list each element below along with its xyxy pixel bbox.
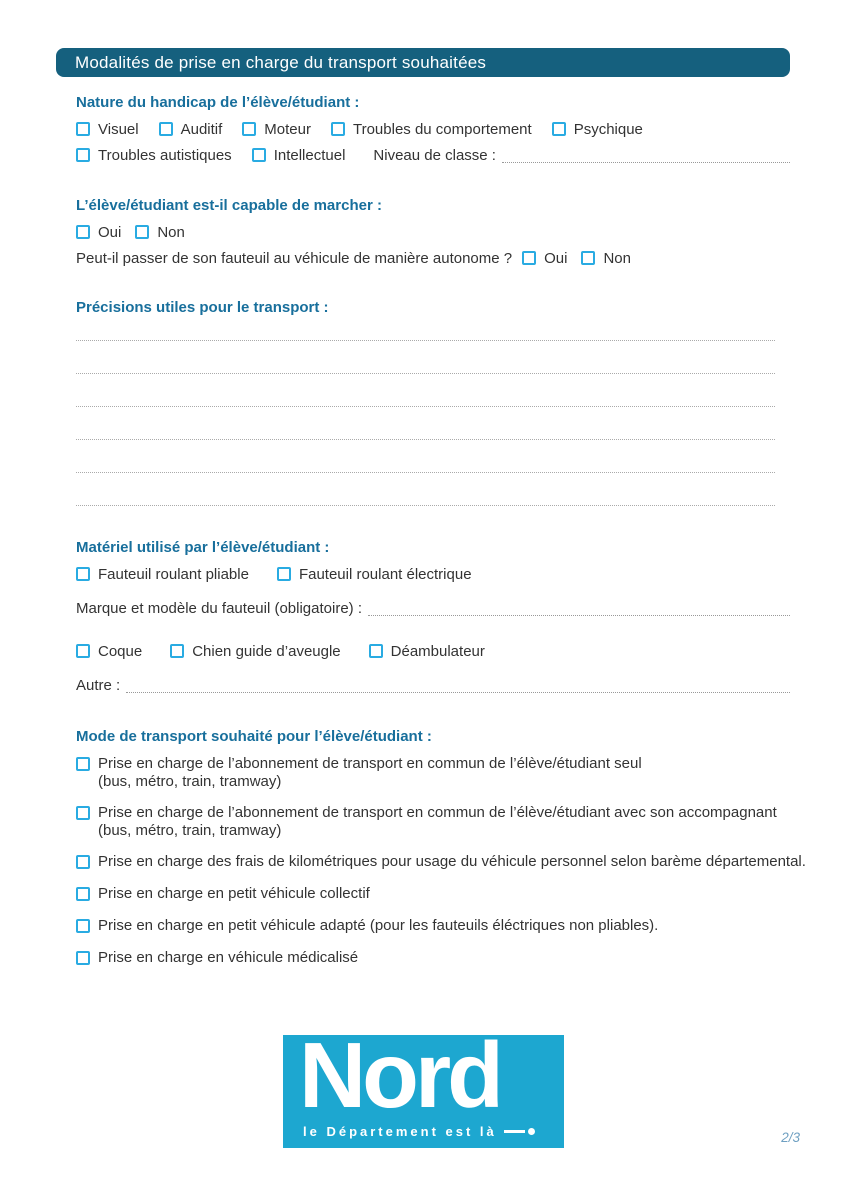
section-heading-marcher: L’élève/étudiant est-il capable de marcher : bbox=[76, 197, 382, 214]
fauteuil-autonome-question: Peut-il passer de son fauteuil au véhicule de manière autonome ? bbox=[76, 249, 513, 267]
checkbox-icon bbox=[76, 122, 90, 136]
marque-modele-label: Marque et modèle du fauteuil (obligatoire) : bbox=[76, 599, 362, 617]
handicap-row-1 bbox=[76, 119, 790, 139]
checkbox-icon bbox=[277, 567, 291, 581]
section-heading-mode-transport: Mode de transport souhaité pour l’élève/étudiant : bbox=[76, 728, 432, 745]
page-number: 2/3 bbox=[781, 1130, 800, 1145]
checkbox-icon bbox=[76, 887, 90, 901]
page-title: Modalités de prise en charge du transport souhaitées bbox=[75, 53, 487, 72]
writing-line[interactable] bbox=[76, 473, 775, 506]
checkbox-icon bbox=[331, 122, 345, 136]
checkbox-label: Déambulateur bbox=[390, 642, 485, 660]
checkbox-autonome-non[interactable] bbox=[581, 248, 631, 268]
checkbox-label: Non bbox=[603, 249, 631, 267]
checkbox-troubles-comportement[interactable] bbox=[331, 119, 532, 139]
checkbox-coque[interactable] bbox=[76, 641, 142, 661]
checkbox-label: Fauteuil roulant pliable bbox=[98, 565, 249, 583]
checkbox-label: Prise en charge en petit véhicule collectif bbox=[98, 885, 370, 902]
checkbox-label: Chien guide d’aveugle bbox=[192, 642, 341, 660]
checkbox-label: Prise en charge en véhicule médicalisé bbox=[98, 949, 359, 966]
checkbox-label: Troubles autistiques bbox=[98, 146, 232, 164]
checkbox-label: Intellectuel bbox=[273, 146, 346, 164]
page-title-banner bbox=[56, 48, 790, 77]
handicap-row-2 bbox=[76, 145, 790, 165]
checkbox-icon bbox=[242, 122, 256, 136]
checkbox-label: Auditif bbox=[180, 120, 223, 138]
checkbox-icon bbox=[522, 251, 536, 265]
checkbox-vehicule-medicalise[interactable] bbox=[76, 949, 790, 967]
checkbox-label: Prise en charge des frais de kilométriques pour usage du véhicule personnel selon barème départemental. bbox=[98, 853, 806, 870]
section-heading-precisions: Précisions utiles pour le transport : bbox=[76, 299, 329, 316]
checkbox-label: Moteur bbox=[264, 120, 311, 138]
checkbox-petit-vehicule-adapte[interactable] bbox=[76, 917, 790, 935]
checkbox-intellectuel[interactable] bbox=[252, 145, 346, 165]
autre-row bbox=[76, 675, 790, 695]
marque-modele-row bbox=[76, 598, 790, 618]
checkbox-icon bbox=[76, 806, 90, 820]
checkbox-label: Coque bbox=[98, 642, 143, 660]
checkbox-label: Oui bbox=[544, 249, 568, 267]
marque-modele-field[interactable] bbox=[368, 601, 790, 616]
checkbox-icon bbox=[76, 644, 90, 658]
checkbox-label: Psychique bbox=[573, 120, 643, 138]
checkbox-label: Prise en charge de l’abonnement de transport en commun de l’élève/étudiant avec son accompagnant (bus, métro, train, tramway) bbox=[98, 804, 777, 839]
nord-logo-wordmark: Nord bbox=[299, 1023, 500, 1127]
form-content bbox=[76, 76, 806, 967]
checkbox-icon bbox=[252, 148, 266, 162]
checkbox-troubles-autistiques[interactable] bbox=[76, 145, 232, 165]
nord-logo bbox=[283, 1023, 564, 1148]
checkbox-icon bbox=[76, 225, 90, 239]
writing-line[interactable] bbox=[76, 407, 775, 440]
niveau-classe-label: Niveau de classe : bbox=[373, 146, 496, 164]
checkbox-fauteuil-electrique[interactable] bbox=[277, 564, 472, 584]
materiel-row-1 bbox=[76, 564, 790, 584]
checkbox-icon bbox=[159, 122, 173, 136]
checkbox-label: Non bbox=[157, 223, 185, 241]
checkbox-frais-kilometriques[interactable] bbox=[76, 853, 806, 871]
checkbox-label: Visuel bbox=[98, 120, 139, 138]
checkbox-moteur[interactable] bbox=[242, 119, 311, 139]
checkbox-icon bbox=[76, 567, 90, 581]
writing-line[interactable] bbox=[76, 341, 775, 374]
checkbox-label: Prise en charge en petit véhicule adapté (pour les fauteuils éléctriques non pliables). bbox=[98, 917, 659, 934]
checkbox-label: Fauteuil roulant électrique bbox=[298, 565, 472, 583]
checkbox-icon bbox=[76, 148, 90, 162]
checkbox-abonnement-seul[interactable] bbox=[76, 755, 790, 791]
nord-logo-tagline bbox=[303, 1124, 535, 1139]
checkbox-label: Troubles du comportement bbox=[352, 120, 532, 138]
arrow-right-icon bbox=[504, 1128, 535, 1135]
checkbox-label: Oui bbox=[98, 223, 122, 241]
checkbox-chien-guide[interactable] bbox=[170, 641, 340, 661]
autre-field[interactable] bbox=[126, 678, 790, 693]
checkbox-icon bbox=[76, 919, 90, 933]
checkbox-icon bbox=[170, 644, 184, 658]
checkbox-icon bbox=[76, 855, 90, 869]
checkbox-deambulateur[interactable] bbox=[369, 641, 485, 661]
section-heading-handicap: Nature du handicap de l’élève/étudiant : bbox=[76, 94, 360, 111]
checkbox-auditif[interactable] bbox=[159, 119, 223, 139]
checkbox-psychique[interactable] bbox=[552, 119, 643, 139]
materiel-row-2 bbox=[76, 641, 790, 661]
checkbox-icon bbox=[76, 951, 90, 965]
checkbox-icon bbox=[581, 251, 595, 265]
niveau-classe-field[interactable] bbox=[502, 148, 790, 163]
checkbox-icon bbox=[552, 122, 566, 136]
autre-label: Autre : bbox=[76, 676, 121, 694]
checkbox-marcher-non[interactable] bbox=[135, 222, 185, 242]
writing-line[interactable] bbox=[76, 440, 775, 473]
writing-line[interactable] bbox=[76, 374, 775, 407]
writing-line[interactable] bbox=[76, 318, 775, 341]
checkbox-abonnement-accompagnant[interactable] bbox=[76, 804, 790, 840]
checkbox-petit-vehicule-collectif[interactable] bbox=[76, 885, 790, 903]
checkbox-icon bbox=[135, 225, 149, 239]
checkbox-icon bbox=[369, 644, 383, 658]
fauteuil-autonome-row bbox=[76, 248, 790, 268]
checkbox-marcher-oui[interactable] bbox=[76, 222, 121, 242]
checkbox-icon bbox=[76, 757, 90, 771]
nord-logo-tagline-text: le Département est là bbox=[303, 1124, 497, 1139]
checkbox-label: Prise en charge de l’abonnement de transport en commun de l’élève/étudiant seul (bus, métro, train, tramway) bbox=[98, 755, 642, 790]
marcher-options-row bbox=[76, 222, 790, 242]
checkbox-visuel[interactable] bbox=[76, 119, 139, 139]
section-heading-materiel: Matériel utilisé par l’élève/étudiant : bbox=[76, 539, 330, 556]
checkbox-autonome-oui[interactable] bbox=[522, 248, 567, 268]
precisions-writing-area bbox=[76, 318, 775, 506]
checkbox-fauteuil-pliable[interactable] bbox=[76, 564, 249, 584]
